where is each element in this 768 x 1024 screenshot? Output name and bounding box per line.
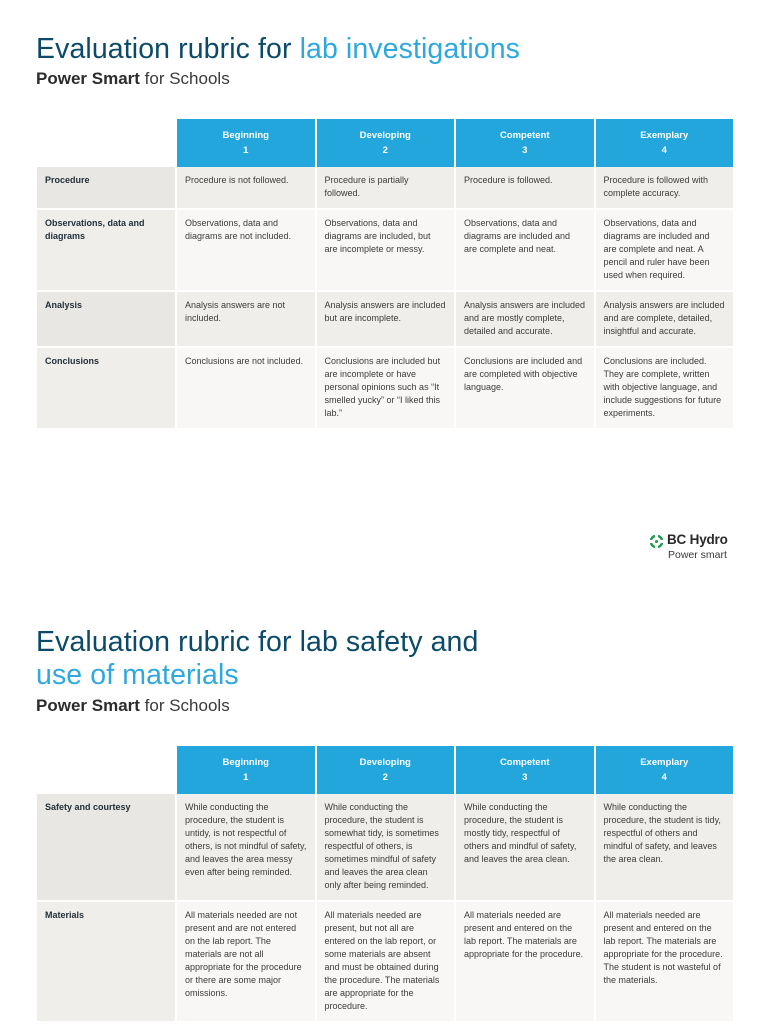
bc-hydro-logo <box>650 532 762 564</box>
table-row <box>37 210 733 292</box>
logo-wordmark: BC Hydro <box>667 532 728 547</box>
level-header-exemplary: Exemplary 4 <box>596 746 734 794</box>
rubric-cell: All materials needed are present, but not all are entered on the lab report, or some materials are absent and must be obtained during the procedure. The materials are appropriate for the procedure. <box>317 902 455 1023</box>
criterion-conclusions: Conclusions <box>37 348 175 430</box>
level-header-row <box>37 119 733 167</box>
rubric-cell: Analysis answers are included but are incomplete. <box>317 292 455 348</box>
rubric-table-lab-safety <box>35 746 735 1023</box>
rubric-cell: Analysis answers are included and are complete, detailed, insightful and accurate. <box>596 292 734 348</box>
title-lead: Evaluation rubric for <box>36 33 300 65</box>
criterion-procedure: Procedure <box>37 167 175 210</box>
rubric-cell: Observations, data and diagrams are included, but are incomplete or messy. <box>317 210 455 292</box>
rubric-cell: Analysis answers are included and are mostly complete, detailed and accurate. <box>456 292 594 348</box>
subtitle-rest: for Schools <box>139 696 230 715</box>
rubric-cell: While conducting the procedure, the student is untidy, is not respectful of others, is not mindful of safety, and leaves the area messy even after being reminded. <box>177 794 315 902</box>
rubric-cell: Conclusions are included. They are complete, written with objective language, and include suggestions for future experiments. <box>596 348 734 430</box>
subtitle-brand: Power Smart <box>36 696 140 715</box>
subtitle-brand: Power Smart <box>36 69 140 88</box>
level-header-competent: Competent 3 <box>456 119 594 167</box>
bc-hydro-mark-icon <box>650 535 663 548</box>
program-subtitle <box>36 696 230 716</box>
rubric-cell: Observations, data and diagrams are included and are complete and neat. <box>456 210 594 292</box>
header-corner <box>37 746 175 794</box>
rubric-cell: All materials needed are not present and are not entered on the lab report. The materials are not all appropriate for the procedure or there are some major omissions. <box>177 902 315 1023</box>
program-subtitle <box>36 69 230 89</box>
criterion-materials: Materials <box>37 902 175 1023</box>
level-header-beginning: Beginning 1 <box>177 746 315 794</box>
criterion-observations: Observations, data and diagrams <box>37 210 175 292</box>
subtitle-rest: for Schools <box>139 69 230 88</box>
rubric-cell: Observations, data and diagrams are included and are complete and neat. A pencil and ruler have been used when required. <box>596 210 734 292</box>
rubric-cell: Conclusions are included and are completed with objective language. <box>456 348 594 430</box>
rubric-cell: Conclusions are not included. <box>177 348 315 430</box>
level-header-row <box>37 746 733 794</box>
rubric-cell: Conclusions are included but are incomplete or have personal opinions such as “It smelled yucky” or “I liked this lab.” <box>317 348 455 430</box>
level-header-developing: Developing 2 <box>317 119 455 167</box>
table-row <box>37 794 733 902</box>
rubric-cell: Analysis answers are not included. <box>177 292 315 348</box>
rubric-cell: While conducting the procedure, the student is tidy, respectful of others and mindful of safety, and leaves the area clean. <box>596 794 734 902</box>
rubric-cell: Procedure is not followed. <box>177 167 315 210</box>
rubric-cell: Procedure is partially followed. <box>317 167 455 210</box>
table-row <box>37 167 733 210</box>
rubric-cell: All materials needed are present and entered on the lab report. The materials are appropriate for the procedure. The student is not wasteful of the materials. <box>596 902 734 1023</box>
title-lead: Evaluation rubric for lab safety and <box>36 626 479 658</box>
rubric-cell: Procedure is followed. <box>456 167 594 210</box>
rubric-cell: Procedure is followed with complete accuracy. <box>596 167 734 210</box>
level-header-competent: Competent 3 <box>456 746 594 794</box>
title-accent: lab investigations <box>299 33 521 65</box>
level-header-beginning: Beginning 1 <box>177 119 315 167</box>
logo-tagline: Power smart <box>668 549 727 561</box>
rubric-title-lab-investigations <box>36 33 520 66</box>
rubric-cell: Observations, data and diagrams are not included. <box>177 210 315 292</box>
rubric-cell: All materials needed are present and entered on the lab report. The materials are appropriate for the procedure. <box>456 902 594 1023</box>
table-row <box>37 292 733 348</box>
level-header-exemplary: Exemplary 4 <box>596 119 734 167</box>
rubric-cell: While conducting the procedure, the student is somewhat tidy, is sometimes respectful of others, is sometimes mindful of safety and leaves the area clean only after being reminded. <box>317 794 455 902</box>
criterion-safety: Safety and courtesy <box>37 794 175 902</box>
title-accent: use of materials <box>36 659 239 691</box>
table-row <box>37 902 733 1023</box>
rubric-cell: While conducting the procedure, the student is mostly tidy, respectful of others and mindful of safety, and leaves the area clean. <box>456 794 594 902</box>
rubric-title-lab-safety <box>36 626 478 692</box>
criterion-analysis: Analysis <box>37 292 175 348</box>
rubric-table-lab-investigations <box>35 119 735 430</box>
header-corner <box>37 119 175 167</box>
level-header-developing: Developing 2 <box>317 746 455 794</box>
table-row <box>37 348 733 430</box>
